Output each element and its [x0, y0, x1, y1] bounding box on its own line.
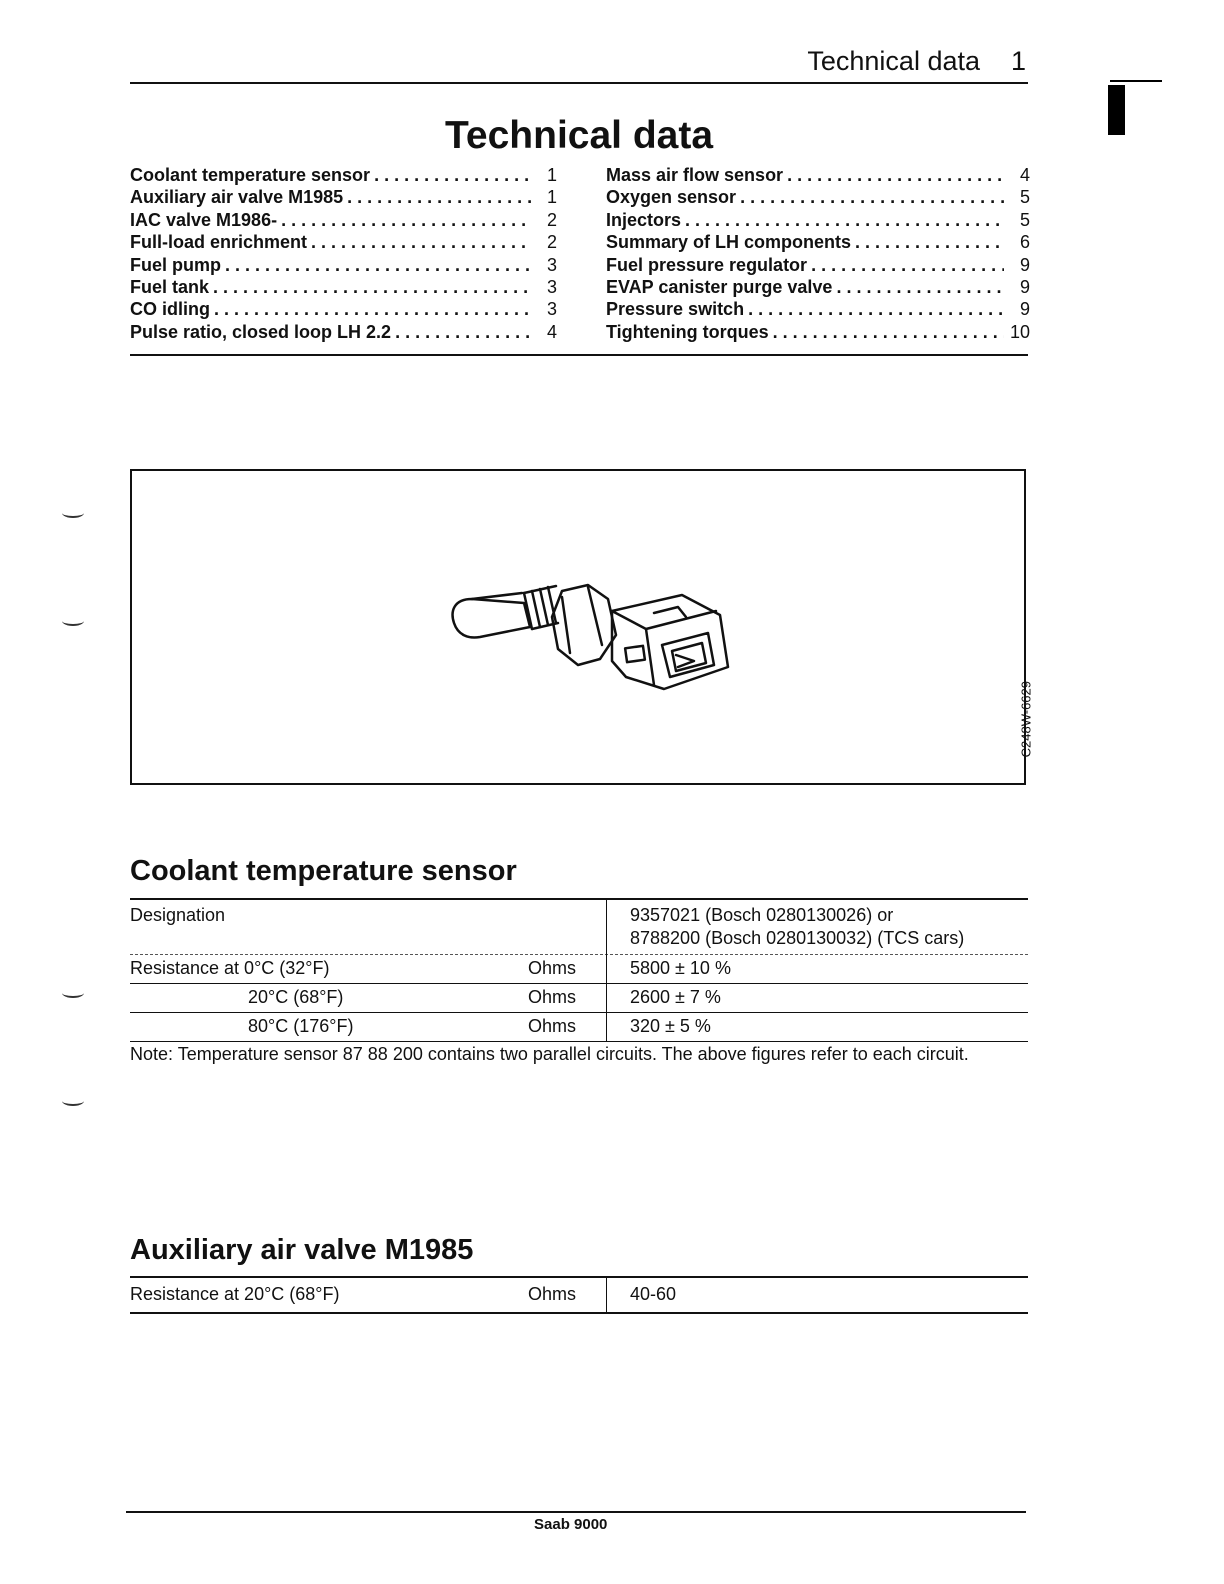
toc-page: 2 [546, 209, 557, 230]
toc-dot-leader [225, 255, 531, 276]
toc-page: 9 [1019, 276, 1030, 297]
toc-label: Pulse ratio, closed loop LH 2.2 [130, 321, 392, 342]
toc-entry[interactable] [606, 277, 1030, 299]
toc-entry[interactable] [130, 187, 557, 209]
toc-label: Fuel pressure regulator [606, 254, 808, 275]
page-title: Technical data [444, 114, 714, 157]
toc-label: Oxygen sensor [606, 187, 737, 208]
tab-marker-line [1110, 80, 1162, 82]
margin-mark [62, 616, 84, 626]
resistance-value: 40-60 [630, 1284, 677, 1304]
toc-label: EVAP canister purge valve [606, 276, 833, 297]
section-title-coolant: Coolant temperature sensor [130, 855, 517, 887]
table-row [130, 984, 1028, 1013]
toc-dot-leader [374, 165, 531, 186]
resistance-value: 2600 ± 7 % [630, 987, 721, 1007]
auxiliary-spec-table [130, 1276, 1028, 1314]
unit-label: Ohms [528, 958, 577, 978]
toc-entry[interactable] [130, 299, 557, 321]
toc-entry[interactable] [130, 277, 557, 299]
toc-entry[interactable] [606, 232, 1030, 254]
designation-value-line1: 9357021 (Bosch 0280130026) or [630, 905, 894, 925]
toc-label: Mass air flow sensor [606, 165, 784, 185]
toc-dot-leader [855, 232, 1004, 253]
toc-dot-leader [213, 277, 531, 298]
toc-label: IAC valve M1986- [130, 209, 278, 230]
toc-dot-leader [347, 187, 531, 208]
footer-rule [126, 1511, 1026, 1513]
toc-page: 5 [1019, 187, 1030, 208]
toc-entry[interactable] [606, 299, 1030, 321]
running-header-title: Technical data [807, 46, 980, 76]
toc-dot-leader [811, 255, 1004, 276]
toc-page: 6 [1019, 232, 1030, 253]
toc-dot-leader [773, 322, 1004, 343]
toc-entry[interactable] [130, 165, 557, 187]
toc-page: 9 [1019, 254, 1030, 275]
toc-divider [130, 354, 1028, 356]
toc-entry[interactable] [606, 210, 1030, 232]
footer-text: Saab 9000 [534, 1516, 608, 1533]
toc-entry[interactable] [130, 232, 557, 254]
resistance-label: Resistance at 20°C (68°F) [130, 1284, 340, 1304]
toc-entry[interactable] [130, 322, 557, 344]
toc-right-column [606, 165, 1030, 344]
toc-label: Tightening torques [606, 321, 769, 342]
toc-label: Pressure switch [606, 299, 745, 320]
toc-entry[interactable] [606, 255, 1030, 277]
toc-dot-leader [311, 232, 531, 253]
resistance-label: 20°C (68°F) [248, 987, 344, 1007]
resistance-label: Resistance at 0°C (32°F) [130, 958, 330, 978]
coolant-spec-table [130, 898, 1028, 1044]
toc-dot-leader [836, 277, 1004, 298]
sensor-figure [130, 469, 1033, 785]
resistance-label: 80°C (176°F) [248, 1016, 354, 1036]
toc-dot-leader [395, 322, 531, 343]
toc-dot-leader [281, 210, 531, 231]
designation-value-line2: 8788200 (Bosch 0280130032) (TCS cars) [630, 928, 965, 948]
toc-dot-leader [214, 299, 531, 320]
toc-entry[interactable] [130, 255, 557, 277]
resistance-value: 5800 ± 10 % [630, 958, 731, 978]
toc-entry[interactable] [606, 187, 1030, 209]
toc-page: 4 [1019, 165, 1030, 185]
toc-label: Auxiliary air valve M1985 [130, 187, 344, 208]
toc-label: Full-load enrichment [130, 232, 308, 253]
figure-code: C248W-6629 [1018, 681, 1033, 758]
toc-label: Fuel tank [130, 276, 210, 297]
toc-page: 3 [546, 254, 557, 275]
margin-mark [62, 988, 84, 998]
toc-left-column [130, 165, 557, 344]
toc-dot-leader [740, 187, 1004, 208]
toc-page: 10 [1009, 321, 1030, 342]
toc-entry[interactable] [606, 322, 1030, 344]
coolant-sensor-illustration [442, 581, 742, 731]
unit-label: Ohms [528, 1284, 577, 1304]
toc-page: 3 [546, 299, 557, 320]
table-row [130, 900, 1028, 955]
table-row [130, 1013, 1028, 1042]
toc-label: Summary of LH components [606, 232, 852, 253]
table-column-divider [606, 1278, 607, 1312]
table-column-divider [606, 900, 607, 1042]
table-row [130, 955, 1028, 984]
toc-page: 2 [546, 232, 557, 253]
toc-page: 4 [546, 321, 557, 342]
toc-label: Injectors [606, 209, 682, 230]
unit-label: Ohms [528, 1016, 577, 1036]
designation-label: Designation [130, 905, 226, 925]
margin-mark [62, 508, 84, 518]
toc-entry[interactable] [606, 165, 1030, 187]
toc-label: CO idling [130, 299, 210, 320]
toc-page: 1 [546, 165, 557, 185]
margin-mark [62, 1096, 84, 1106]
resistance-value: 320 ± 5 % [630, 1016, 711, 1036]
toc-page: 1 [546, 187, 557, 208]
toc-label: Coolant temperature sensor [130, 165, 371, 185]
coolant-note: Note: Temperature sensor 87 88 200 contains two parallel circuits. The above figures refer to each circuit. [130, 1044, 969, 1064]
running-header [130, 44, 1028, 84]
tab-marker [1108, 85, 1125, 135]
unit-label: Ohms [528, 987, 577, 1007]
toc-entry[interactable] [130, 210, 557, 232]
toc-dot-leader [787, 165, 1004, 186]
toc-page: 5 [1019, 209, 1030, 230]
page-number: 1 [1010, 46, 1026, 76]
toc-label: Fuel pump [130, 254, 221, 275]
toc-page: 3 [546, 276, 557, 297]
toc-page: 9 [1019, 299, 1030, 320]
toc-dot-leader [748, 299, 1004, 320]
section-title-auxiliary: Auxiliary air valve M1985 [130, 1234, 474, 1266]
toc-dot-leader [685, 210, 1004, 231]
